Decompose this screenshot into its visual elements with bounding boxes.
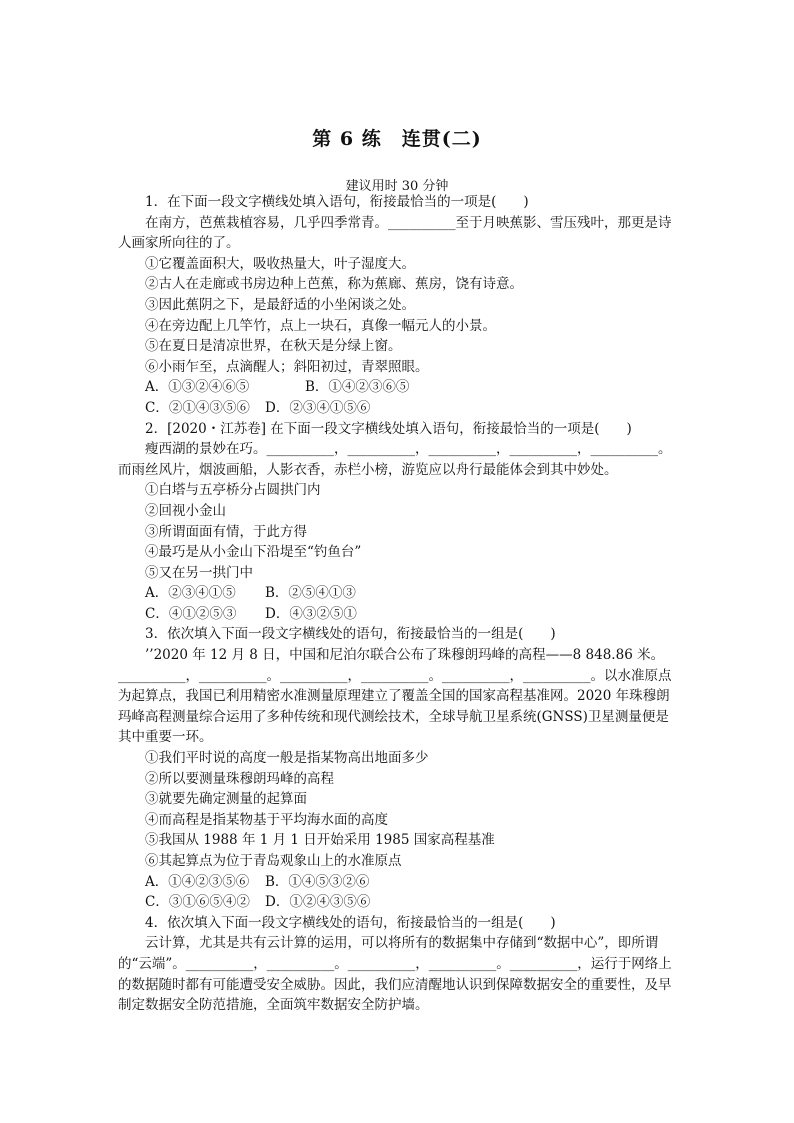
q2-stem: 2．[2020・江苏卷] 在下面一段文字横线处填入语句，衔接最恰当的一项是( ) [145,420,632,437]
q4-stem: 4．依次填入下面一段文字横线处的语句，衔接最恰当的一组是( ) [145,914,556,931]
q1-item: ⑤在夏日是清凉世界，在秋天是分绿上窗。 [145,338,402,355]
q3-item: ③就要先确定测量的起算面 [145,791,307,808]
q2-item: ④最巧是从小金山下沿堤至“钓鱼台” [145,544,362,561]
q2-option-a[interactable]: A．②③④①⑤ [145,585,236,602]
q1-item: ①它覆盖面积大，吸收热量大，叶子湿度大。 [145,255,415,272]
q2-item: ③所谓面面有情，于此方得 [145,523,307,540]
q1-item: ③因此蕉阴之下，是最舒适的小坐闲谈之处。 [145,296,415,313]
q1-options-row [118,398,678,419]
q1-passage: 在南方，芭蕉栽植容易，几乎四季常青。__________至于月映蕉影、雪压残叶，那更是诗人画家所向往的了。 [118,214,672,252]
q3-item: ④而高程是指某物基于平均海水面的高度 [145,811,388,828]
q1-option-b[interactable]: B．①④②③⑥⑤ [305,379,410,396]
q1-item: ④在旁边配上几竿竹，点上一块石，真像一幅元人的小景。 [145,317,496,334]
q3-option-b[interactable]: B．①④⑤③②⑥ [265,873,370,890]
q3-options-row [118,872,678,893]
q1-item: ②古人在走廊或书房边种上芭蕉，称为蕉廊、蕉房，饶有诗意。 [145,276,523,293]
q2-options-row [118,604,678,625]
q2-item: ②回视小金山 [145,502,226,519]
page-title: 第 6 练 连贯(二) [312,128,482,150]
q3-passage: ’’2020 年 12 月 8 日，中国和尼泊尔联合公布了珠穆朗玛峰的高程——8 848.86 米。__________，__________。__________，__________。__________，__________。以水准原点为起算点，我国已利用精密水准测量原理建立了覆盖全国的国家高程基准网。2020 年珠穆朗玛峰高程测量综合运用了多种传统和现代测绘技术，全球导航卫星系统(GNSS)卫星测量便是其中重要一环。 [118,647,672,746]
q2-item: ①白塔与五亭桥分占圆拱门内 [145,482,321,499]
q2-option-b[interactable]: B．②⑤④①③ [265,585,356,602]
q3-options-row [118,892,678,913]
q1-option-d[interactable]: D．②③④①⑤⑥ [265,399,371,416]
q3-option-a[interactable]: A．①④②③⑤⑥ [145,873,250,890]
q2-option-d[interactable]: D．④③②⑤① [265,605,357,622]
q3-stem: 3．依次填入下面一段文字横线处的语句，衔接最恰当的一组是( ) [145,626,556,643]
q2-item: ⑤又在另一拱门中 [145,564,253,581]
q3-option-d[interactable]: D．①②④③⑤⑥ [265,894,371,911]
q3-item: ②所以要测量珠穆朗玛峰的高程 [145,770,334,787]
q3-item: ①我们平时说的高度一般是指某物高出地面多少 [145,750,429,767]
q3-item: ⑤我国从 1988 年 1 月 1 日开始采用 1985 国家高程基准 [145,832,495,849]
q4-passage: 云计算，尤其是共有云计算的运用，可以将所有的数据集中存储到“数据中心”，即所谓的“云端”。__________，__________。__________，__________。__________，运行于网络上的数据随时都有可能遭受安全威胁。因此，我们应清醒地认识到保障数据安全的重要性，及早制定数据安全防范措施，全面筑牢数据安全防护墙。 [118,935,672,1014]
q1-item: ⑥小雨乍至，点滴醒人；斜阳初过，青翠照眼。 [145,358,429,375]
q2-options-row [118,583,678,604]
q2-passage: 瘦西湖的景妙在巧。__________，__________，__________，__________，__________。而雨丝风片，烟波画船，人影衣香，赤栏小榜，游览应以舟行最能体会到其中妙处。 [118,441,672,478]
q2-option-c[interactable]: C．④①②⑤③ [145,605,237,622]
q3-item: ⑥其起算点为位于青岛观象山上的水准原点 [145,853,402,869]
suggested-time: 建议用时 30 分钟 [345,179,449,194]
q1-stem: 1．在下面一段文字横线处填入语句，衔接最恰当的一项是( ) [145,194,529,210]
q3-option-c[interactable]: C．③①⑥⑤④② [145,894,250,911]
q1-option-a[interactable]: A．①③②④⑥⑤ [145,379,250,396]
q1-options-row [118,377,678,398]
question-body [118,192,678,1016]
q1-option-c[interactable]: C．②①④③⑤⑥ [145,399,250,416]
